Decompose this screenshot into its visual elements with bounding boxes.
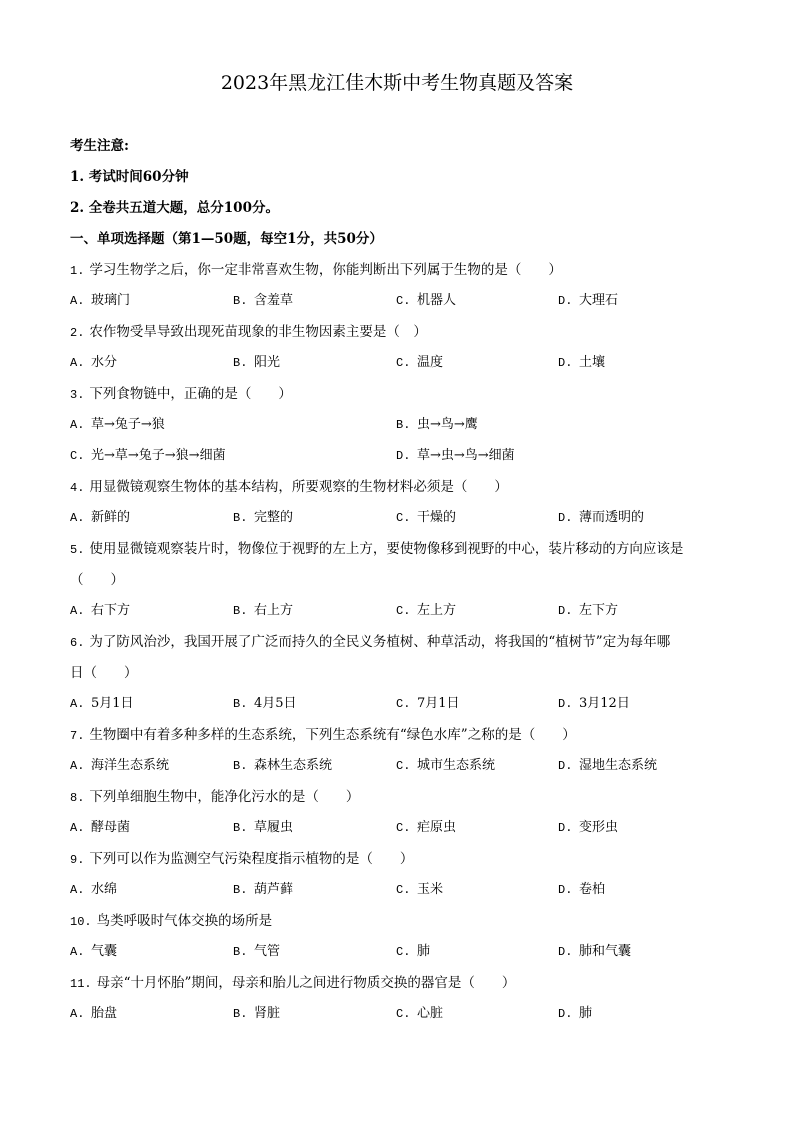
question-text: 下列食物链中，正确的是（ ） [89, 386, 292, 402]
question-text: 生物圈中有着多种多样的生态系统，下列生态系统有“绿色水库”之称的是（ ） [89, 727, 576, 743]
question-6-continuation: 日（ ） [70, 665, 138, 681]
question-4 [70, 478, 508, 497]
question-number: 4. [70, 481, 85, 495]
option-b: B. 含羞草 [233, 293, 294, 308]
question-text: 鸟类呼吸时气体交换的场所是 [96, 913, 273, 929]
question-2 [70, 323, 427, 342]
question-text: 下列单细胞生物中，能净化污水的是（ ） [89, 789, 360, 805]
option-b: B. 葫芦藓 [233, 882, 294, 897]
question-number: 2. [70, 326, 85, 340]
option-a: A. 胎盘 [70, 1006, 118, 1021]
question-text: 用显微镜观察生物体的基本结构，所要观察的生物材料必须是（ ） [89, 479, 508, 495]
question-number: 7. [70, 729, 85, 743]
option-d: D. 3月12日 [558, 696, 630, 711]
question-3 [70, 385, 292, 404]
option-b: B. 4月5日 [233, 696, 297, 711]
document-title: 2023年黑龙江佳木斯中考生物真题及答案 [220, 72, 574, 94]
option-c: C. 城市生态系统 [396, 758, 496, 773]
option-d: D. 左下方 [558, 603, 619, 618]
option-b: B. 完整的 [233, 510, 294, 525]
option-c: C. 心脏 [396, 1006, 444, 1021]
option-b: B. 右上方 [233, 603, 294, 618]
option-b: B. 草履虫 [233, 820, 294, 835]
option-d: D. 土壤 [558, 355, 606, 370]
option-a: A. 气囊 [70, 944, 118, 959]
option-a: A. 新鲜的 [70, 510, 131, 525]
option-d: D. 变形虫 [558, 820, 619, 835]
question-text: 母亲“十月怀胎”期间，母亲和胎儿之间进行物质交换的器官是（ ） [96, 975, 516, 991]
option-a: A. 草→兔子→狼 [70, 417, 165, 432]
option-b: B. 森林生态系统 [233, 758, 333, 773]
question-9 [70, 850, 413, 869]
option-a: A. 水分 [70, 355, 118, 370]
option-c: C. 玉米 [396, 882, 444, 897]
option-c: C. 干燥的 [396, 510, 457, 525]
question-number: 8. [70, 791, 85, 805]
question-text: 下列可以作为监测空气污染程度指示植物的是（ ） [89, 851, 414, 867]
question-5 [70, 540, 683, 559]
question-number: 3. [70, 388, 85, 402]
question-10 [70, 912, 272, 931]
option-c: C. 肺 [396, 944, 431, 959]
option-d: D. 肺 [558, 1006, 593, 1021]
option-d: D. 薄而透明的 [558, 510, 645, 525]
option-b: B. 阳光 [233, 355, 281, 370]
notice-heading: 考生注意: [70, 138, 129, 154]
option-c: C. 左上方 [396, 603, 457, 618]
notice-item-1: 1. 考试时间60分钟 [70, 169, 189, 185]
question-number: 10. [70, 915, 92, 929]
option-c: C. 疟原虫 [396, 820, 457, 835]
question-1 [70, 261, 562, 280]
option-d: D. 草→虫→鸟→细菌 [396, 448, 515, 463]
option-c: C. 机器人 [396, 293, 457, 308]
question-number: 6. [70, 636, 85, 650]
option-a: A. 右下方 [70, 603, 131, 618]
option-a: A. 海洋生态系统 [70, 758, 170, 773]
question-number: 11. [70, 977, 92, 991]
question-8 [70, 788, 359, 807]
option-b: B. 肾脏 [233, 1006, 281, 1021]
question-7 [70, 726, 576, 745]
question-number: 5. [70, 543, 85, 557]
option-a: A. 5月1日 [70, 696, 134, 711]
question-text: 农作物受旱导致出现死苗现象的非生物因素主要是（ ） [89, 324, 427, 340]
section-heading: 一、单项选择题（第1—50题，每空1分，共50分） [70, 231, 383, 247]
option-c: C. 7月1日 [396, 696, 460, 711]
option-d: D. 卷柏 [558, 882, 606, 897]
option-d: D. 大理石 [558, 293, 619, 308]
question-text: 为了防风治沙，我国开展了广泛而持久的全民义务植树、种草活动，将我国的“植树节”定为每年哪 [89, 634, 671, 650]
question-text: 使用显微镜观察装片时，物像位于视野的左上方，要使物像移到视野的中心，装片移动的方向应该是 [89, 541, 684, 557]
option-c: C. 光→草→兔子→狼→细菌 [70, 448, 226, 463]
question-number: 1. [70, 264, 85, 278]
option-a: A. 玻璃门 [70, 293, 131, 308]
question-6 [70, 633, 670, 652]
notice-item-2: 2. 全卷共五道大题，总分100分。 [70, 200, 279, 216]
option-d: D. 肺和气囊 [558, 944, 632, 959]
option-a: A. 水绵 [70, 882, 118, 897]
question-5-continuation: （ ） [70, 572, 124, 588]
option-b: B. 气管 [233, 944, 281, 959]
option-c: C. 温度 [396, 355, 444, 370]
question-text: 学习生物学之后，你一定非常喜欢生物，你能判断出下列属于生物的是（ ） [89, 262, 562, 278]
option-d: D. 湿地生态系统 [558, 758, 658, 773]
question-11 [70, 974, 515, 993]
option-b: B. 虫→鸟→鹰 [396, 417, 478, 432]
option-a: A. 酵母菌 [70, 820, 131, 835]
question-number: 9. [70, 853, 85, 867]
